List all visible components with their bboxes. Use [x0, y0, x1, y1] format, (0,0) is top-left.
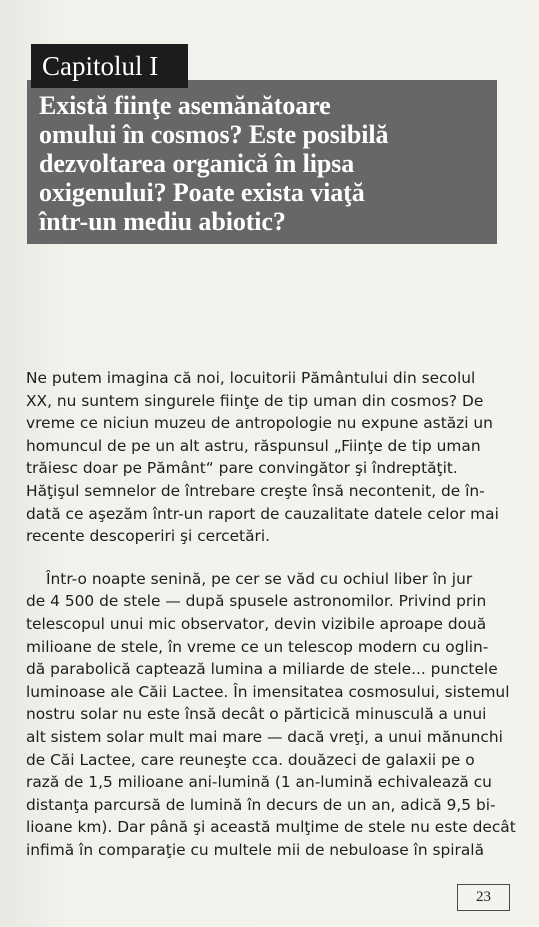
- text-line: XX, nu suntem singurele fiinţe de tip uman din cosmos? De: [26, 391, 484, 410]
- text-line: luminoase ale Căii Lactee. În imensitatea cosmosului, sistemul: [26, 682, 510, 701]
- text-line: trăiesc doar pe Pământ“ pare convingător şi îndreptăţit.: [26, 459, 458, 478]
- text-line: dă parabolică captează lumina a miliarde de stele... punctele: [26, 660, 498, 679]
- page-number: 23: [476, 889, 491, 905]
- text-line: rază de 1,5 milioane ani-lumină (1 an-lumină echivalează cu: [26, 773, 492, 792]
- text-line: vreme ce niciun muzeu de antropologie nu expune astăzi un: [26, 414, 493, 433]
- paragraph-2: [26, 568, 514, 862]
- text-line: alt sistem solar mult mai mare — dacă vreţi, a unui mănunchi: [26, 727, 503, 746]
- text-line: telescopul unui mic observator, devin vizibile aproape două: [26, 614, 487, 633]
- chapter-title-line: omului în cosmos? Este posibilă: [39, 120, 389, 149]
- text-line: de 4 500 de stele — după spusele astronomilor. Privind prin: [26, 592, 487, 611]
- chapter-title-line: Există fiinţe asemănătoare: [39, 91, 331, 120]
- text-line: de Căi Lactee, care reuneşte cca. douăzeci de galaxii pe o: [26, 750, 475, 769]
- chapter-title-line: dezvoltarea organică în lipsa: [39, 149, 355, 178]
- text-line: nostru solar nu este însă decât o părticică minusculă a unui: [26, 705, 487, 724]
- text-line: distanţa parcursă de lumină în decurs de un an, adică 9,5 bi-: [26, 795, 496, 814]
- body-text: [26, 367, 514, 861]
- chapter-title-line: într-un mediu abiotic?: [39, 207, 286, 236]
- paragraph-1: [26, 367, 514, 548]
- page-number-box: [457, 884, 510, 911]
- chapter-title-box: [27, 80, 497, 244]
- text-line: homuncul de pe un alt astru, răspunsul „Fiinţe de tip uman: [26, 436, 481, 455]
- text-line: infimă în comparaţie cu multele mii de nebuloase în spirală: [26, 840, 485, 859]
- text-line: recente descoperiri şi cercetări.: [26, 527, 271, 546]
- text-line: Ne putem imagina că noi, locuitorii Pământului din secolul: [26, 369, 476, 387]
- text-line: lioane km). Dar până şi această mulţime de stele nu este decât: [26, 818, 516, 837]
- text-line: Într-o noapte senină, pe cer se văd cu ochiul liber în jur: [46, 569, 473, 588]
- chapter-title-line: oxigenului? Poate exista viaţă: [39, 178, 365, 207]
- text-line: milioane de stele, în vreme ce un telescop modern cu oglin-: [26, 637, 489, 656]
- text-line: dată ce aşezăm într-un raport de cauzalitate datele celor mai: [26, 504, 499, 523]
- chapter-label: Capitolul I: [31, 44, 188, 88]
- text-line: Hăţişul semnelor de întrebare creşte însă necontenit, de în-: [26, 481, 485, 500]
- chapter-title: [39, 91, 489, 236]
